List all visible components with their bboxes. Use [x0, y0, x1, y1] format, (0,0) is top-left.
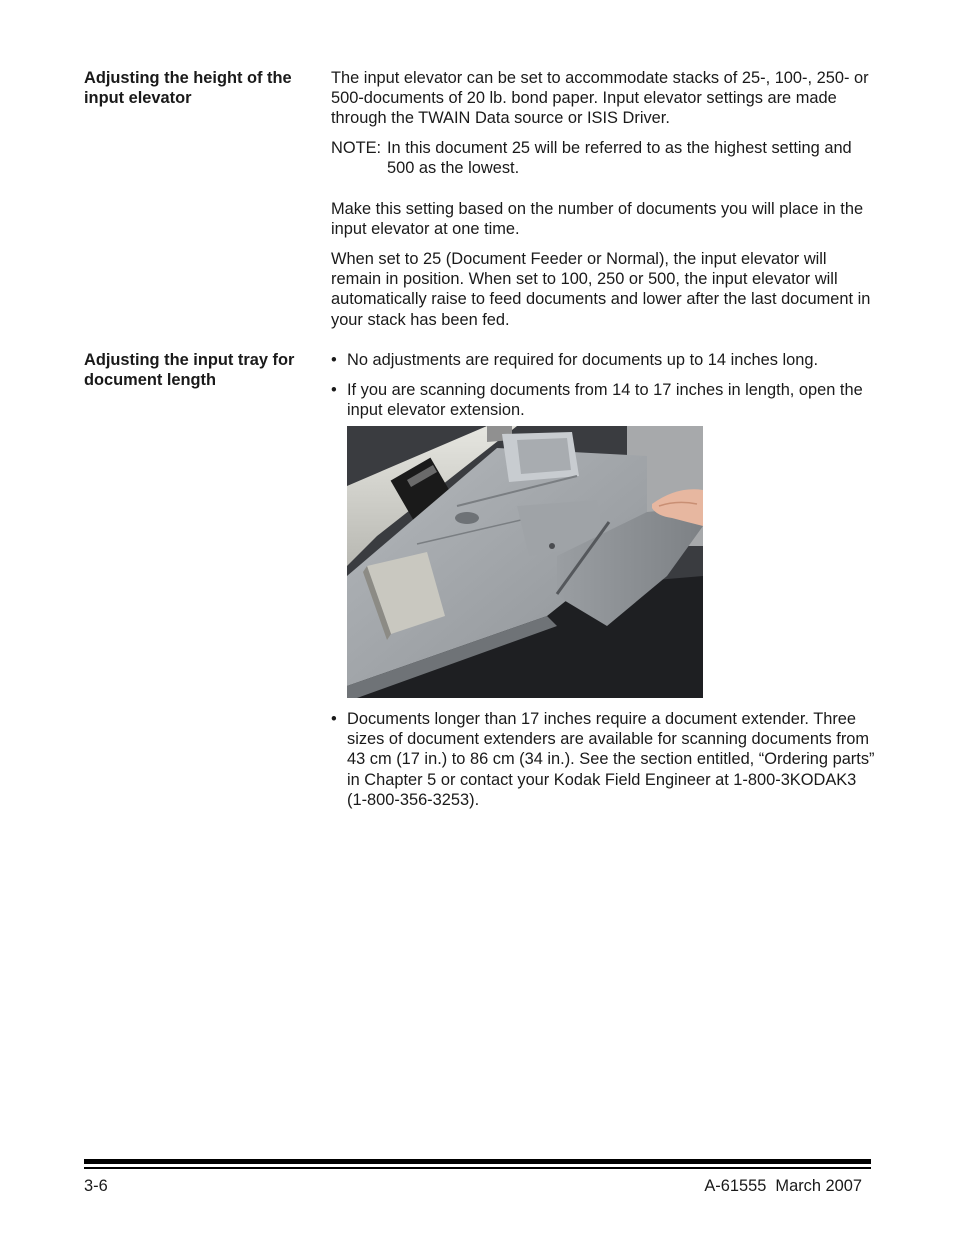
paragraph-elevator-settings: The input elevator can be set to accommodate stacks of 25-, 100-, 250- or 500-documents of 20 lb. bond paper. Input elevator settings are made through the TWAIN Data source or ISIS Driver.	[331, 69, 869, 128]
bullet-symbol: •	[331, 710, 337, 728]
note-label: NOTE:	[331, 139, 382, 157]
section-heading-input-tray-length: Adjusting the input tray for document length	[84, 351, 295, 389]
input-elevator-extension-photo	[347, 426, 703, 698]
paragraph-elevator-behavior: When set to 25 (Document Feeder or Normal), the input elevator will remain in position. When set to 100, 250 or 500, the input elevator will automatically raise to feed documents and lower after the last document in your stack has been fed.	[331, 250, 871, 329]
bullet-text: If you are scanning documents from 14 to 17 inches in length, open the input elevator extension.	[347, 381, 863, 420]
document-reference: A-61555 March 2007	[704, 1177, 862, 1195]
footer-rule-thin	[84, 1167, 871, 1169]
bullet-text: No adjustments are required for documents up to 14 inches long.	[347, 351, 819, 369]
footer-rule-thick	[84, 1159, 871, 1164]
note-text: In this document 25 will be referred to as the highest setting and 500 as the lowest.	[387, 139, 852, 178]
bullet-text: Documents longer than 17 inches require a document extender. Three sizes of document extenders are available for scanning documents from 43 cm (17 in.) to 86 cm (34 in.). See the section entitled, “Ordering parts” in Chapter 5 or contact your Kodak Field Engineer at 1-800-3KODAK3 (1-800-356-3253).	[347, 710, 875, 809]
paragraph-make-setting: Make this setting based on the number of documents you will place in the input elevator at one time.	[331, 200, 864, 239]
section-heading-input-elevator-height: Adjusting the height of the input elevator	[84, 69, 292, 107]
page-number: 3-6	[84, 1177, 108, 1195]
bullet-symbol: •	[331, 351, 337, 369]
bullet-symbol: •	[331, 381, 337, 399]
